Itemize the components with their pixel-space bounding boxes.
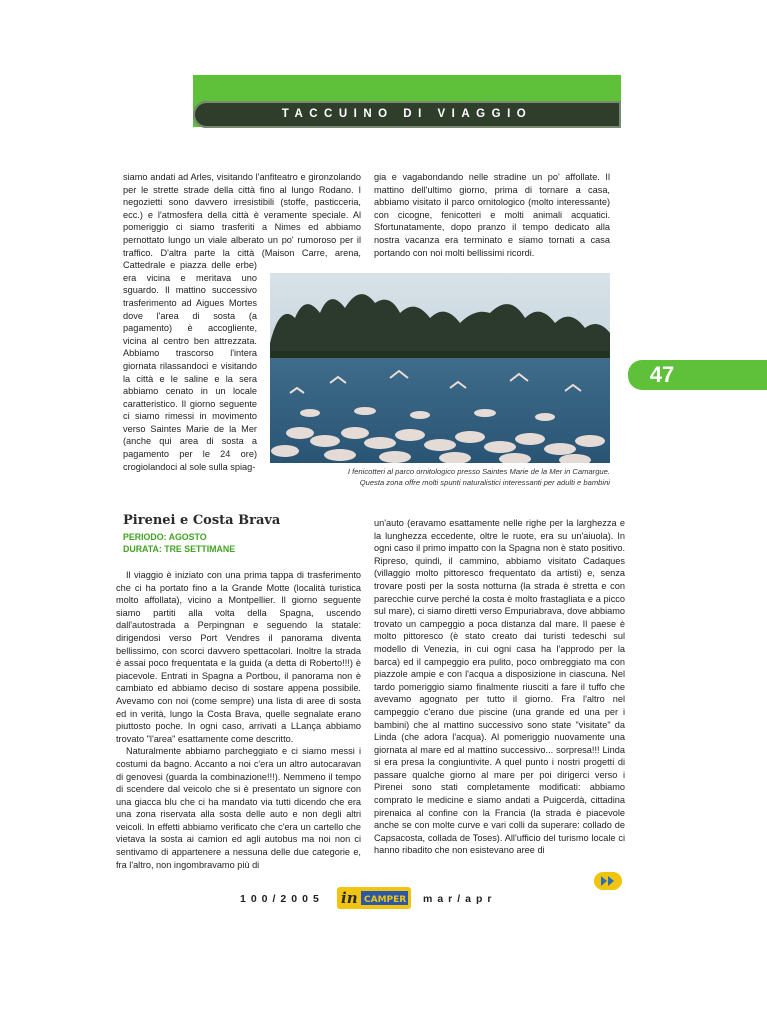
paragraph: un'auto (eravamo esattamente nelle righe per la larghezza e la lunghezza eccedente, oltre le ruote, era su un'aiuola). In ogni caso il primo impatto con la Spagna non è stato positivo. Ripreso, quindi, il cammino, abbiamo visitato Cadaques (villaggio molto pittoresco frequentato da artisti) e, senza trovare posti per la sosta notturna (la strada è stretta e con parecchie curve perché la costa è molto frastagliata e a picco sul mare), ci siamo diretti verso Empuriabrava, dove abbiamo trovato un campeggio a poca distanza dal mare. Il paese è molto pittoresco (è stato creato dai turisti tedeschi sul modello di Venezia, in cui ogni casa ha l'approdo per la barca) ed il campeggio era pulito, poco ombreggiato ma con piazzole ampie e con l'acqua a disposizione in ciascuna. Nel tardo pomeriggio siamo finalmente riusciti a fare il tuffo che avevamo agognato per tutto il giorno. Fra l'altro nel campeggio c'erano due piscine (una grande ed una per i bambini) che al mattino successivo sono state "visitate" da Linda (che adora l'acqua). Al pomeriggio nuovamente una giornata al mare ed al mattino successivo... sorpresa!!! Linda si era presa la congiuntivite. A quel punto i nostri progetti di passare qualche giorno al mare per poi dirigerci verso i Pirenei sono stati completamente modificati: abbiamo comprato le medicine e siamo andati a Puigcerdà, cittadina pirenaica al confine con la Francia (la strada è piacevole anche se con molte curve e vari colli da superare: collado de Capsacosta, collada de Toses). All'ufficio del turismo locale ci hanno ribadito che non esistevano aree di [374, 518, 625, 856]
caption-line: I fenicotteri al parco ornitologico presso Saintes Marie de la Mer in Camargue. [347, 467, 610, 476]
logo-text-camper: CAMPER [364, 895, 407, 905]
page-title: TACCUINO DI VIAGGIO [281, 108, 533, 120]
issue-number: 100/2005 [240, 893, 324, 905]
issue-date: mar/apr [423, 893, 497, 905]
paragraph: gia e vagabondando nelle stradine un po' affollate. Il mattino dell'ultimo giorno, prima di tornare a casa, abbiamo visitato il parco ornitologico (molto interessante) con cicogne, fenicotteri e molti animali acquatici. Sfortunatamente, dopo pranzo il tempo dedicato alla nostra vacanza era terminato e siamo tornati a casa portando con noi molti bellissimi ricordi. [374, 172, 610, 258]
continue-arrows-icon [594, 872, 622, 890]
paragraph: Naturalmente abbiamo parcheggiato e ci siamo messi i costumi da bagno. Accanto a noi c'era un altro autocaravan di genovesi (guarda la combinazione!!!). Nemmeno il tempo di scendere dal veicolo che si è presentato un signore con una giacca blu che ci ha mandato via tutti dicendo che era una zona riservata alla sosta delle auto e non degli altri veicoli. In effetti abbiamo verificato che c'era un cartello che vietava la sosta ai camion ed agli autobus ma noi non ci sentivamo di appartenere a nessuna delle due categorie e, fra l'altro, non ingombravamo più di [116, 746, 361, 870]
paragraph: siamo andati ad Arles, visitando l'anfiteatro e gironzolando per le strette strade della città fino al lungo Rodano. I negozietti sono davvero irresistibili (stoffe, pasticceria, ecc.) e l'atmosfera della città è veramente speciale. Al pomeriggio ci siamo trasferiti a Nimes ed abbiamo pernottato lungo un viale alberato un po' rumoroso per il traffico. D'altra parte la città (Maison Carre, arena, Cattedrale e piazza delle erbe) era vicina e meritava uno sguardo. Il mattino successivo trasferimento ad Aigues Mortes dove l'area di sosta (a pagamento) è accogliente, vicina al centro ben attrezzata. Abbiamo trascorso l'intera giornata rilassandoci e visitando la città e le saline e la sera abbiamo cenato in un locale caratteristico. Il giorno seguente ci siamo rimessi in movimento verso Saintes Marie de la Mer (anche qui area di sosta a pagamento per le 24 ore) crogiolandoci al sole sulla spiag- [123, 172, 361, 472]
flamingo-photo [270, 273, 610, 463]
in-camper-logo [337, 886, 411, 910]
article-text-top-right [374, 171, 610, 259]
caption-line: Questa zona offre molti spunti naturalistici interessanti per adulti e bambini [359, 477, 610, 487]
article-text-bottom-right [374, 517, 625, 857]
paragraph: Il viaggio è iniziato con una prima tappa di trasferimento che ci ha portato fino a la Grande Motte (località turistica molto affollata), vicino a Montpellier. Il giorno seguente siamo partiti alla volta della Spagna, uscendo dall'autostrada a Perpingnan e seguendo la statale: dirigendosi verso Port Vendres il panorama diventa bellissimo, con scorci davvero spettacolari. Inoltre la strada è assai poco frequentata e la guida (a detta di Roberto!!!) è piacevole. Entrati in Spagna a Portbou, il panorama non è cambiato ed abbiamo deciso di sostare appena possibile. Avevamo con noi (come sempre) una lista di aree di sosta ed in verità, lungo la Costa Brava, quelle segnalate erano piuttosto poche. In ogni caso, arrivati a LLança abbiamo trovato "l'area" esattamente come descritto. [116, 570, 361, 744]
section-period: PERIODO: AGOSTO [123, 532, 207, 542]
logo-text-in: in [341, 889, 358, 907]
section-title: Pirenei e Costa Brava [123, 513, 281, 528]
section-duration: DURATA: TRE SETTIMANE [123, 544, 236, 554]
page-number: 47 [649, 362, 675, 387]
article-text-bottom-left [116, 569, 361, 871]
photo-caption [300, 467, 610, 488]
section-meta [123, 531, 235, 555]
